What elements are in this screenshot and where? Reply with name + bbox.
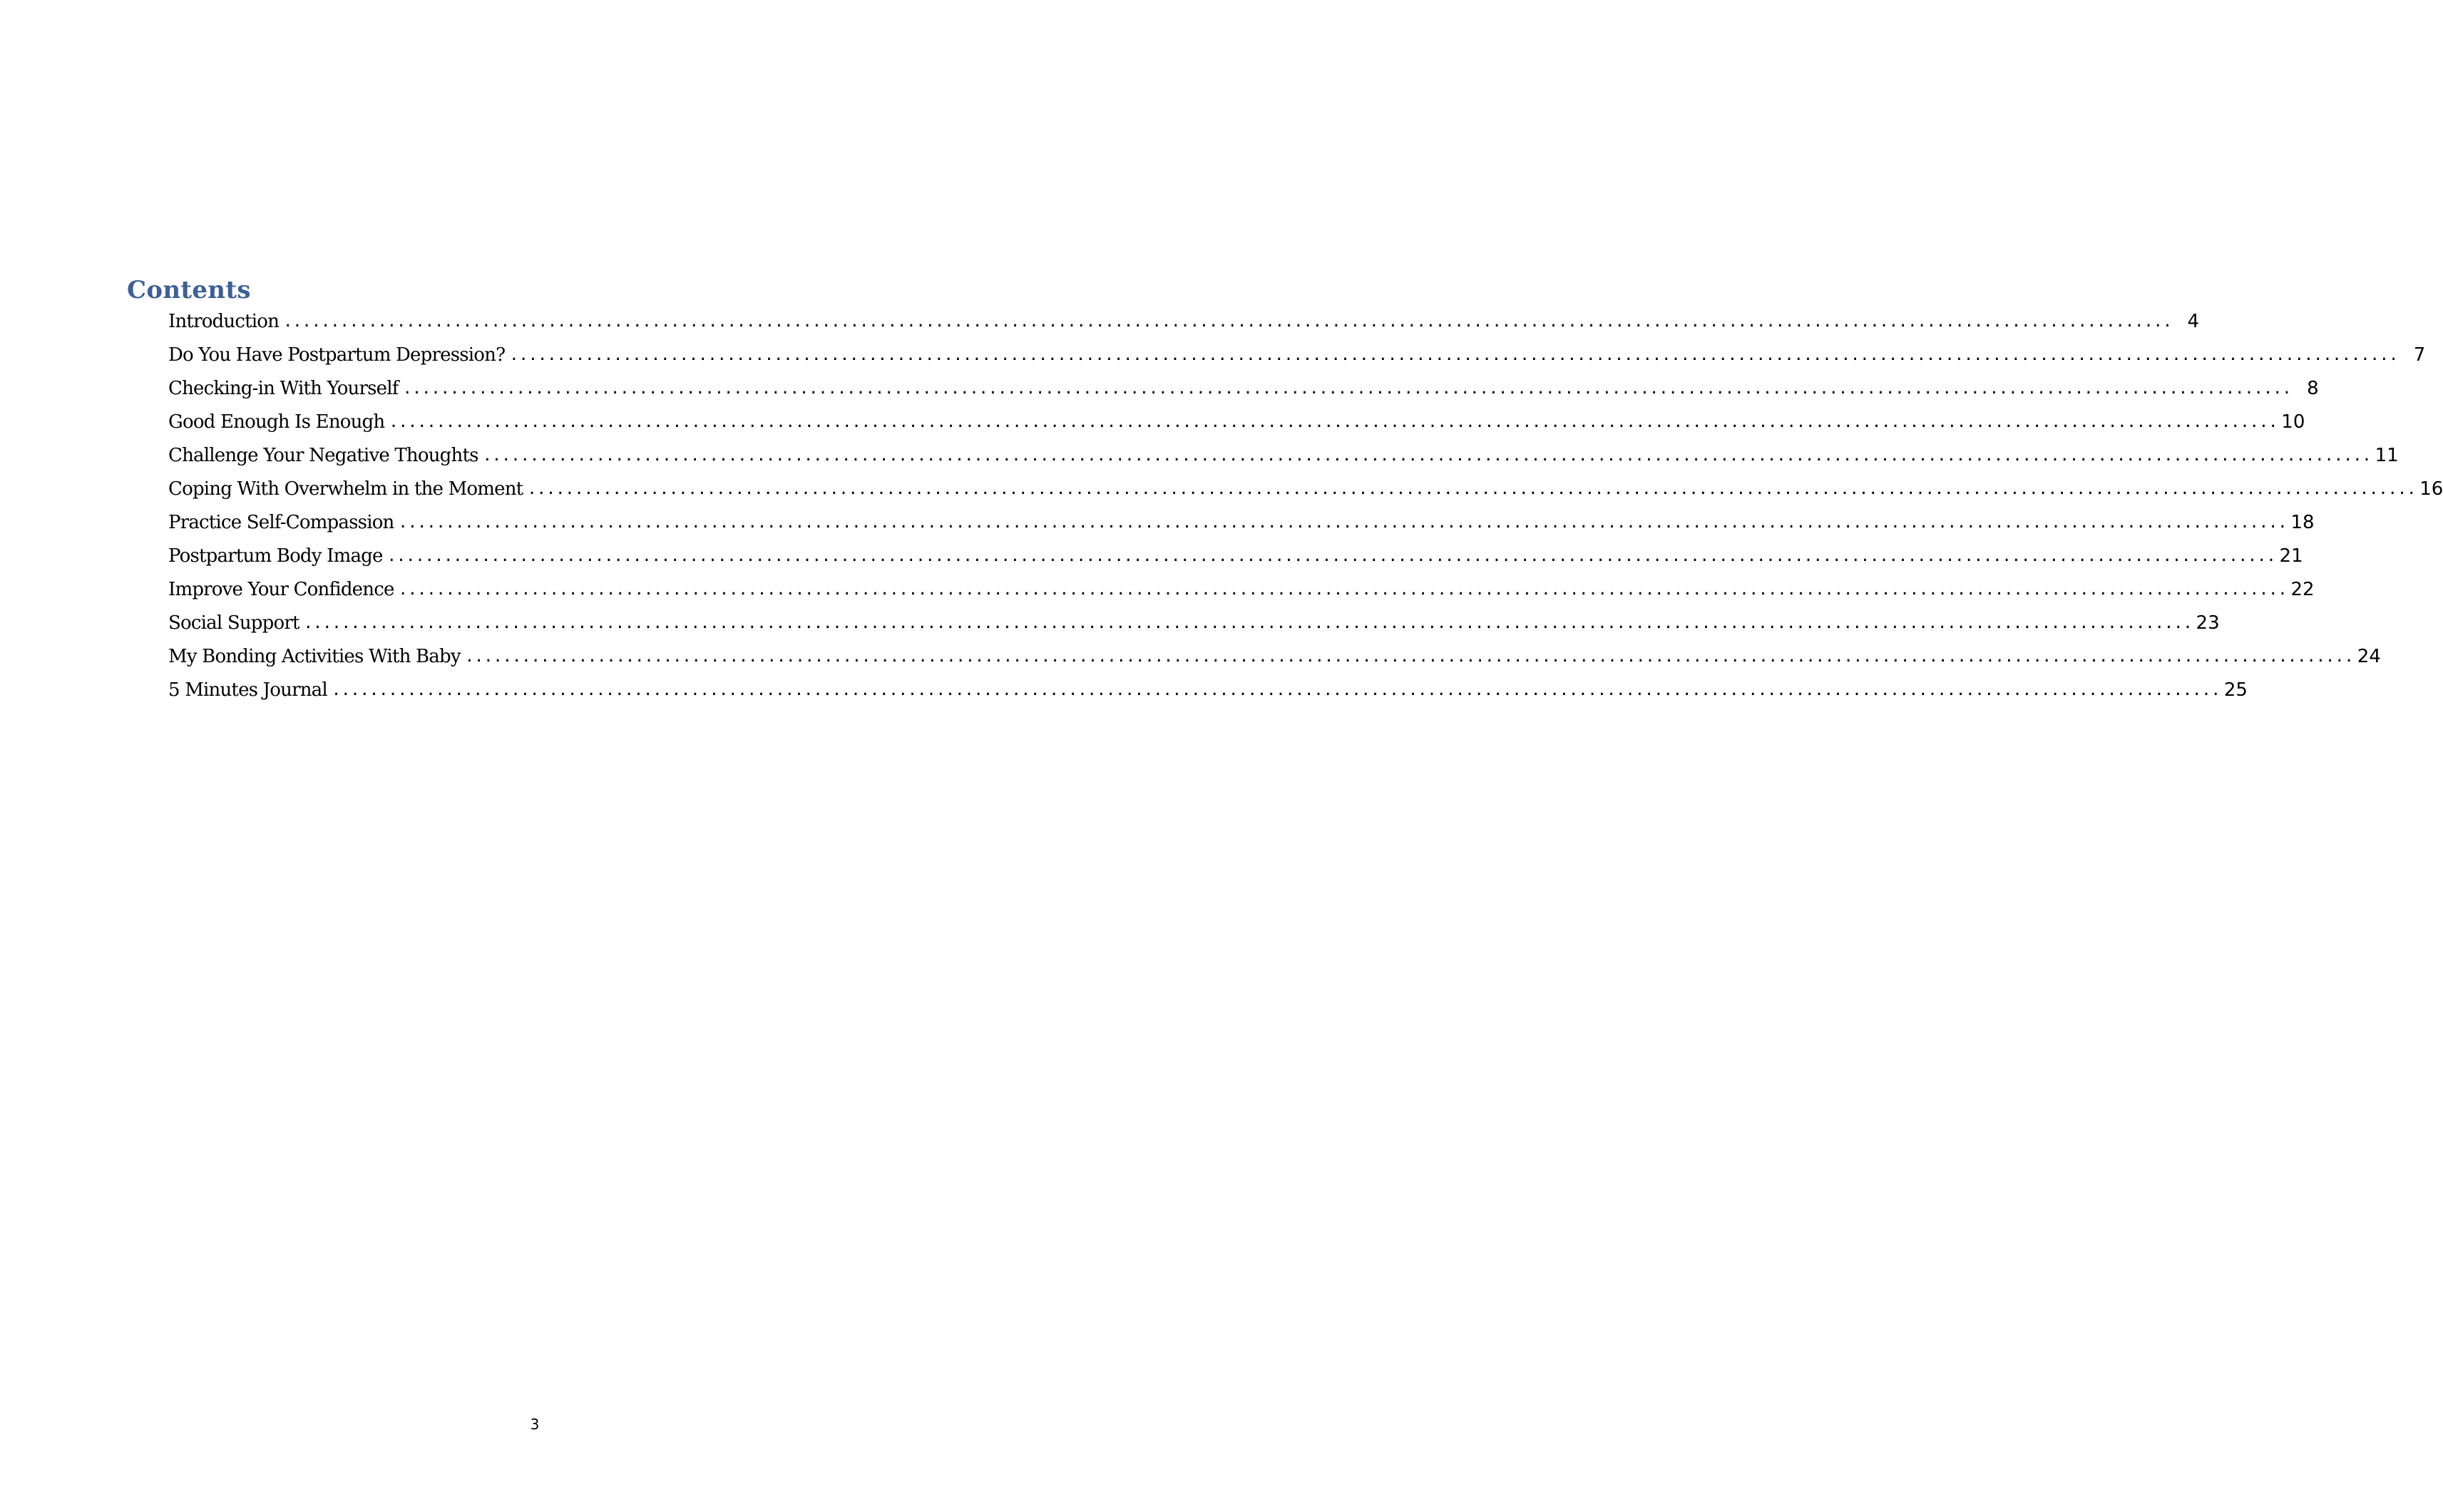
toc-dot-leader: ........................................................................................................................................................................................................ (389, 413, 2278, 431)
toc-entry-introduction[interactable] (168, 305, 2200, 339)
toc-entry-title: Practice Self-Compassion (168, 512, 394, 533)
toc-entry-title: Introduction (168, 311, 280, 332)
toc-entry-page: 25 (2223, 679, 2248, 701)
toc-dot-leader: ........................................................................................................................................................................................................ (527, 480, 2417, 498)
toc-entry-title: Improve Your Confidence (168, 579, 394, 600)
toc-entry-page: 8 (2307, 378, 2319, 399)
toc-entry-title: Good Enough Is Enough (168, 411, 385, 433)
toc-entry-negative-thoughts[interactable] (168, 439, 2399, 473)
toc-entry-postpartum-depression[interactable] (168, 339, 2426, 372)
toc-entry-page: 24 (2357, 646, 2381, 667)
toc-entry-page: 10 (2281, 411, 2305, 433)
toc-dot-leader: ........................................................................................................................................................................................................ (303, 614, 2193, 632)
toc-entry-page: 16 (2419, 478, 2443, 500)
toc-entry-page: 11 (2375, 445, 2399, 466)
toc-dot-leader: ........................................................................................................................................................................................................ (464, 648, 2354, 666)
toc-dot-leader: ........................................................................................................................................................................................................ (482, 447, 2372, 465)
toc-entry-page: 22 (2290, 579, 2315, 600)
toc-entry-social-support[interactable] (168, 607, 2220, 640)
toc-list (168, 305, 2443, 707)
toc-entry-page: 4 (2187, 311, 2200, 332)
toc-entry-title: Coping With Overwhelm in the Moment (168, 478, 523, 500)
toc-dot-leader: ........................................................................................................................................................................................................ (398, 581, 2288, 599)
toc-entry-title: Challenge Your Negative Thoughts (168, 445, 478, 466)
toc-dot-leader: ........................................................................................................................................................................................................ (398, 514, 2288, 532)
toc-entry-body-image[interactable] (168, 540, 2303, 573)
toc-dot-leader: ........................................................................................................................................................................................................ (509, 346, 2399, 364)
toc-heading: Contents (127, 276, 251, 304)
toc-entry-page: 7 (2413, 344, 2426, 366)
toc-entry-page: 18 (2290, 512, 2315, 533)
toc-entry-title: Social Support (168, 612, 299, 634)
toc-entry-checking-in[interactable] (168, 372, 2319, 406)
toc-entry-self-compassion[interactable] (168, 506, 2315, 540)
toc-entry-coping-overwhelm[interactable] (168, 473, 2443, 506)
toc-entry-bonding-activities[interactable] (168, 640, 2381, 674)
toc-entry-good-enough[interactable] (168, 406, 2305, 439)
toc-entry-title: 5 Minutes Journal (168, 679, 327, 701)
toc-entry-page: 23 (2196, 612, 2220, 634)
toc-entry-page: 21 (2279, 545, 2303, 567)
toc-entry-minutes-journal[interactable] (168, 674, 2248, 707)
toc-entry-confidence[interactable] (168, 573, 2315, 607)
toc-dot-leader: ........................................................................................................................................................................................................ (386, 547, 2276, 565)
toc-entry-title: Checking-in With Yourself (168, 378, 399, 399)
toc-dot-leader: ........................................................................................................................................................................................................ (331, 682, 2221, 699)
toc-dot-leader: ........................................................................................................................................................................................................ (283, 313, 2173, 331)
page-number: 3 (530, 1416, 540, 1433)
toc-dot-leader: ........................................................................................................................................................................................................ (402, 380, 2292, 398)
toc-entry-title: Postpartum Body Image (168, 545, 383, 567)
toc-entry-title: Do You Have Postpartum Depression? (168, 344, 506, 366)
toc-entry-title: My Bonding Activities With Baby (168, 646, 461, 667)
